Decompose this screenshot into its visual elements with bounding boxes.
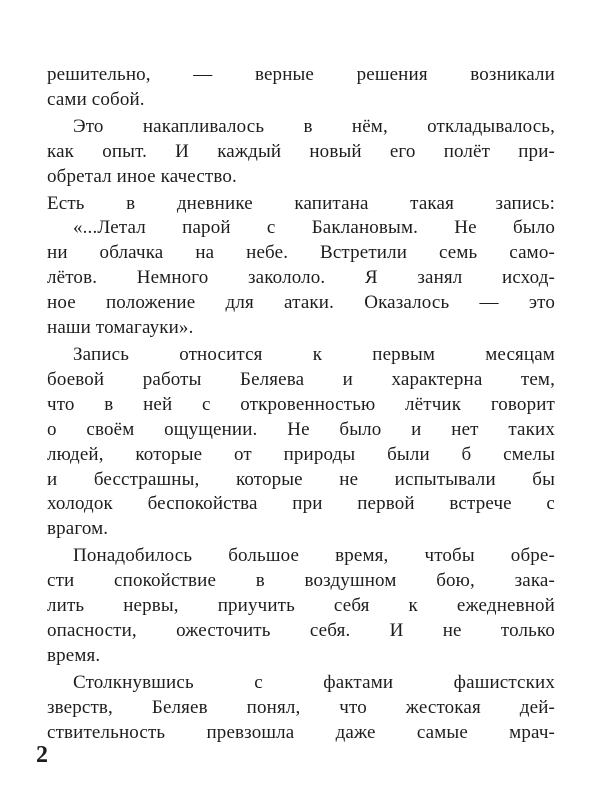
text-line: как опыт. И каждый новый его полёт при- (47, 140, 555, 162)
text-line: холодок беспокойства при первой встрече с (47, 493, 555, 515)
text-line: опасности, ожесточить себя. И не только (47, 619, 555, 641)
text-line: Понадобилось большое время, чтобы обре- (73, 545, 555, 567)
text-line: что в ней с откровенностью лётчик говорит (47, 393, 555, 415)
text-line: лить нервы, приучить себя к ежедневной (47, 595, 555, 617)
text-line: Есть в дневнике капитана такая запись: (47, 192, 555, 214)
text-line: Столкнувшись с фактами фашистских (73, 671, 555, 693)
paragraph (47, 63, 555, 113)
text-line: боевой работы Беляева и характерна тем, (47, 368, 555, 390)
text-line: решительно, — верные решения возникали (47, 64, 555, 85)
paragraph (47, 115, 555, 190)
text-line: сти спокойствие в воздушном бою, зака- (47, 570, 555, 592)
text-line: зверств, Беляев понял, что жестокая дей- (47, 696, 555, 718)
text-line: ни облачка на небе. Встретили семь само- (47, 242, 555, 264)
paragraph (47, 544, 555, 669)
text-line: время. (47, 644, 101, 666)
page-number: 2 (36, 742, 48, 768)
text-line: врагом. (47, 518, 109, 540)
text-line: о своём ощущении. Не было и нет таких (47, 418, 555, 440)
text-line: обретал иное качество. (47, 165, 237, 187)
text-line: ствительность превзошла даже самые мрач- (47, 721, 555, 743)
text-line: «...Летал парой с Баклановым. Не было (73, 217, 555, 239)
text-line: людей, которые от природы были б смелы (47, 443, 555, 465)
paragraph (47, 343, 555, 542)
paragraph (47, 671, 555, 746)
text-line: Запись относится к первым месяцам (73, 343, 555, 365)
text-line: и бесстрашны, которые не испытывали бы (47, 468, 555, 490)
text-line: Это накапливалось в нём, откладывалось, (73, 115, 555, 137)
text-line: лётов. Немного закололо. Я занял исход- (47, 267, 555, 289)
text-line: сами собой. (47, 88, 145, 110)
text-line: наши томагауки». (47, 317, 194, 339)
text-line: ное положение для атаки. Оказалось — это (47, 292, 555, 314)
paragraph (47, 192, 555, 341)
page-body (47, 63, 555, 747)
